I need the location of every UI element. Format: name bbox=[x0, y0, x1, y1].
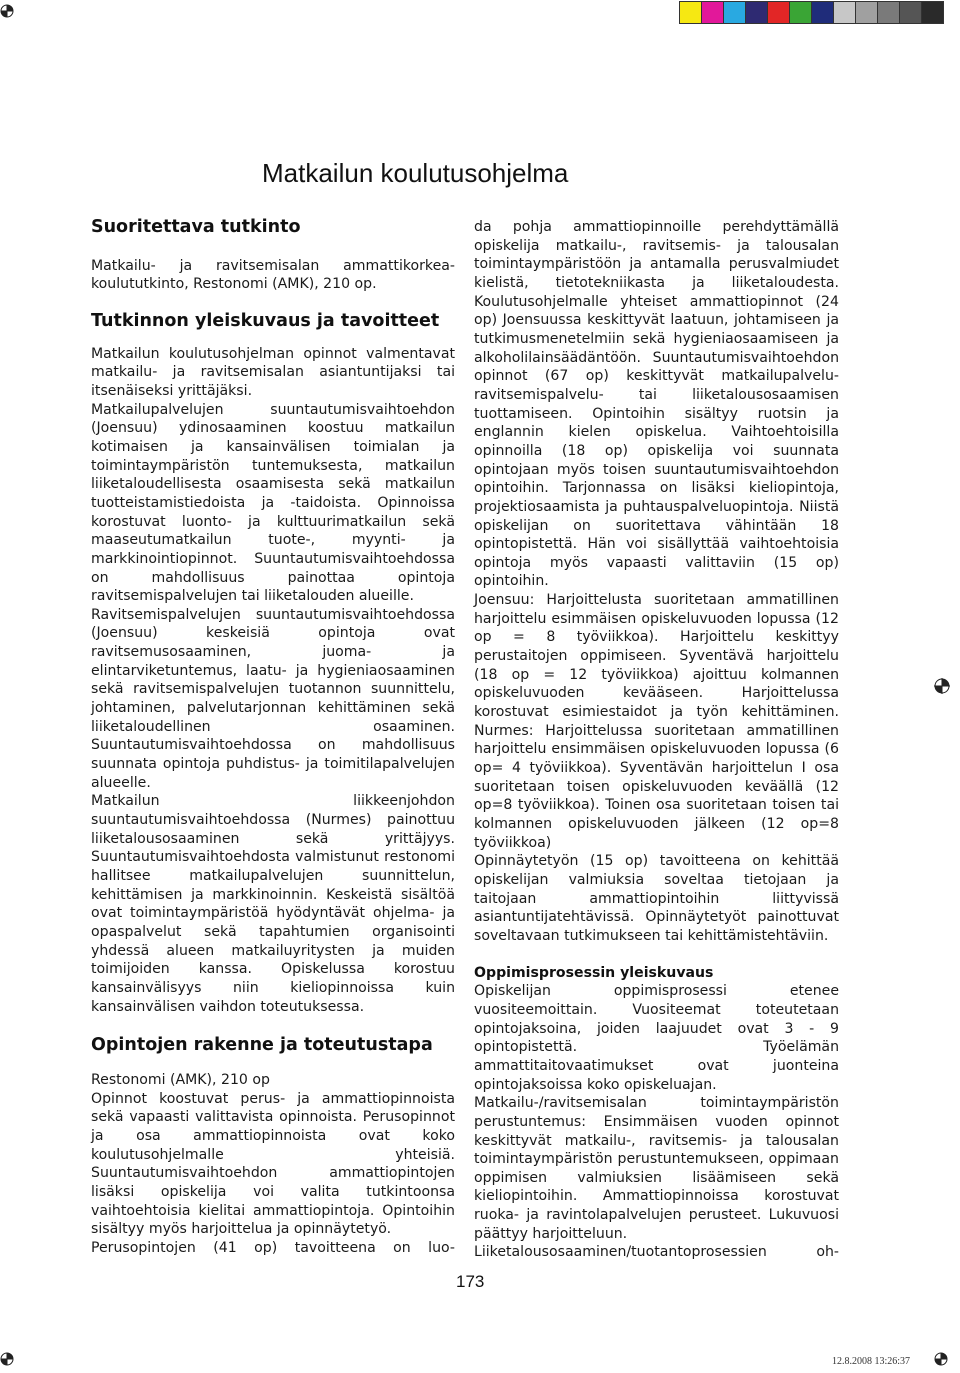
registration-mark-icon bbox=[0, 4, 16, 20]
page-number: 173 bbox=[456, 1272, 485, 1291]
paragraph: Matkailu-/ravitsemisalan toimintaympäristön perustuntemus: Ensimmäisen vuoden opinnot keskittyvät matkailu-, ravitsemis- ja talousalan toimintaympäristön perustuntemukseen, oppimaan oppimisen valmiuksien lisäämiseen sekä kieliopintoihin. Ammattiopinnoissa korostuvat ruoka- ja ravintolapalvelujen perusteet. Lukuvuosi päättyy harjoitteluun. bbox=[474, 1095, 839, 1242]
section-heading: Opintojen rakenne ja toteutustapa bbox=[91, 1035, 433, 1056]
paragraph: da pohja ammattiopinnoille perehdyttämällä opiskelija matkailu-, ravitsemis- ja talousalan toimintaympäristöön ja antamalla perusvalmiudet kielistä, tietotekniikasta ja liiketaloudesta. Koulutusohjelmalle yhteiset ammattiopinnot (24 op) Joensuussa keskittyvät laatuun, johtamiseen ja tutkimusmenetelmiin sekä hygieniaosaamiseen ja alkoholilainsäädäntöön. Suuntautumisvaihtoehdon opinnot (67 op) keskittyvät matkailupalvelu- ravitsemispalvelu- tai liiketalousosaamisen tuottamiseen. Opintoihin sisältyy ruotsin ja englannin kielen opiskelua. Vaihtoehtoisilla opinnoilla (18 op) opiskelija voi suunnata opintojaan myös toisen suuntautumisvaihtoehdon opintoihin. Tarjonnassa on lisäksi kieliopintoja, projektiosaamista ja puhtauspalveluopintoja. Niistä opiskelijan on suoritettava vähintään 18 opintopistettä. Hän voi sisällyttää vaihtoehtoisia opintoja myös vapaasti valittaviin (15 op) opintoihin. bbox=[474, 219, 839, 590]
color-swatch bbox=[922, 2, 943, 23]
color-swatch bbox=[834, 2, 856, 23]
color-swatch bbox=[790, 2, 812, 23]
color-swatch bbox=[702, 2, 724, 23]
paragraph: Restonomi (AMK), 210 op bbox=[91, 1071, 270, 1088]
right-column bbox=[474, 218, 839, 1262]
section-heading: Suoritettava tutkinto bbox=[91, 217, 301, 237]
registration-mark-icon bbox=[0, 1352, 16, 1368]
registration-mark-icon bbox=[934, 1352, 950, 1368]
paragraph: Perusopintojen (41 op) tavoitteena on luo- bbox=[91, 1239, 455, 1256]
color-swatch bbox=[812, 2, 834, 23]
paragraph: Matkailupalvelujen suuntautumisvaihtoehdon (Joensuu) ydinosaaminen koostuu matkailun kotimaisen ja kansainvälisen toimialan ja toimintaympäristön tuntemuksesta, matkailun liiketaloudellisesta osaamisesta sekä matkailun tuotteistamistiedoista ja -taidoista. Opinnoissa korostuvat luonto- ja kulttuurimatkailun sekä maaseutumatkailun tuote-, myynti- ja markkinointiopinnot. Suuntautumisvaihtoehdossa on mahdollisuus painottaa opintoja ravitsemispalvelujen tai liiketalouden alueille. bbox=[91, 401, 455, 605]
paragraph: Liiketalousosaaminen/tuotantoprosessien oh- bbox=[474, 1244, 839, 1261]
paragraph: Opinnäytetyön (15 op) tavoitteena on kehittää opiskelijan valmiuksia soveltaa tietojaan ja taitojaan ammattiopintoihin liittyvissä asiantuntijatehtävissä. Opinnäytetyöt painottuvat soveltavaan tutkimukseen tai kehittämistehtäviin. bbox=[474, 853, 839, 944]
paragraph: Opinnot koostuvat perus- ja ammattiopinnoista sekä vapaasti valittavista opinnoista. Perusopinnot ja osa ammattiopinnoista ovat koko koulutusohjelmalle yhteisiä. Suuntautumisvaihtoehdon ammattiopintojen lisäksi opiskelija voi valita tutkintoonsa vaihtoehtoisia kielitai ammattiopintoja. Opintoihin sisältyy myös harjoittelua ja opinnäytetyö. bbox=[91, 1090, 455, 1238]
color-swatch bbox=[746, 2, 768, 23]
color-swatch bbox=[680, 2, 702, 23]
color-swatch bbox=[724, 2, 746, 23]
section-heading: Oppimisprosessin yleiskuvaus bbox=[474, 964, 714, 981]
registration-mark-icon bbox=[934, 678, 950, 694]
paragraph: Joensuu: Harjoittelusta suoritetaan ammatillinen harjoittelu esimmäisen opiskeluvuoden lopussa (12 op = 8 työviikkoa). Harjoittelu keskittyy perustaitojen oppimiseen. Syventävä harjoittelu (18 op = 12 työviikkoa) ajoittuu kolmannen opiskeluvuoden kevääseen. Harjoittelussa korostuvat esimiestaidot ja työn kehittäminen. Nurmes: Harjoittelussa suoritetaan ammatillinen harjoittelu ensimmäisen opiskeluvuoden lopussa (6 op= 4 työviikkoa). Syventävän harjoittelun I osa suoritetaan toisen opiskeluvuoden keväällä (12 op=8 työviikkoa). Toinen osa suoritetaan toisen tai kolmannen opiskeluvuoden jälkeen (12 op=8 työviikkoa) bbox=[474, 592, 839, 851]
paragraph: Matkailun liikkeenjohdon suuntautumisvaihtoehdossa (Nurmes) painottuu liiketalousosaaminen sekä yrittäjyys. Suuntautumisvaihtoehdosta valmistunut restonomi hallitsee matkailupalvelujen suunnittelun, kehittämisen ja markkinoinnin. Keskeistä sisältöä ovat toimintaympäristöä hyödyntävät ohjelma- ja opaspalvelut sekä tapahtumien organisointi yhdessä alueen matkailuyritysten ja muiden toimijoiden kanssa. Opiskelussa korostuu kansainvälisyys niin kieliopinnoissa kuin kansainvälisen vaihdon toteutuksessa. bbox=[91, 793, 455, 1015]
section-heading: Tutkinnon yleiskuvaus ja tavoitteet bbox=[91, 310, 440, 331]
color-swatch bbox=[856, 2, 878, 23]
color-calibration-bar bbox=[679, 1, 944, 24]
paragraph: Matkailu- ja ravitsemisalan ammattikorkea-koulututkinto, Restonomi (AMK), 210 op. bbox=[91, 257, 455, 293]
paragraph: Ravitsemispalvelujen suuntautumisvaihtoehdossa (Joensuu) keskeisiä opintoja ovat ravitsemusosaaminen, juoma- ja elintarviketuntemus, laatu- ja hygieniaosaaminen sekä ravitsemispalvelujen tuotannon suunnittelu, johtaminen, palvelutarjonnan kehittäminen sekä liiketaloudellinen osaaminen. Suuntautumisvaihtoehdossa on mahdollisuus suunnata opintoja puhdistus- ja toimitilapalvelujen alueelle. bbox=[91, 606, 455, 791]
paragraph: Matkailun koulutusohjelman opinnot valmentavat matkailu- ja ravitsemisalan asiantuntijaksi tai itsenäiseksi yrittäjäksi. bbox=[91, 345, 455, 399]
left-column bbox=[91, 216, 455, 1257]
print-timestamp: 12.8.2008 13:26:37 bbox=[832, 1356, 911, 1367]
color-swatch bbox=[900, 2, 922, 23]
paragraph: Opiskelijan oppimisprosessi etenee vuositeemoittain. Vuositeemat toteutetaan opintojaksoina, joiden laajuudet ovat 3 - 9 opintopistettä. Työelämän ammattitaitovaatimukset ovat juonteina opintojaksoissa koko opiskeluajan. bbox=[474, 983, 839, 1093]
page-title: Matkailun koulutusohjelma bbox=[262, 158, 569, 188]
color-swatch bbox=[768, 2, 790, 23]
color-swatch bbox=[878, 2, 900, 23]
